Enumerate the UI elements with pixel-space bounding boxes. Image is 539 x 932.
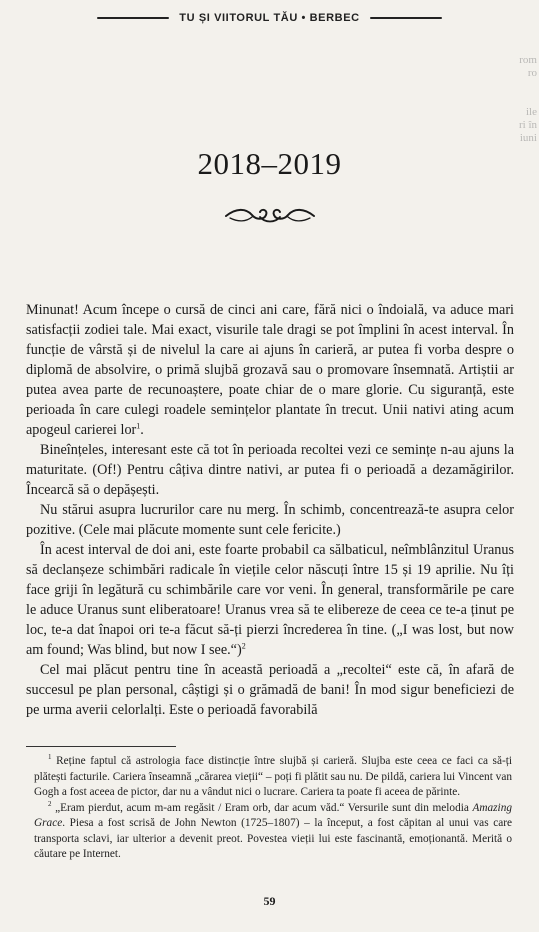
footnote-ref[interactable]: 1 bbox=[136, 421, 141, 431]
margin-fragment: iuni bbox=[519, 132, 537, 144]
footnote-ref[interactable]: 2 bbox=[241, 641, 246, 651]
margin-fragment: ro bbox=[527, 67, 537, 79]
flourish-ornament-icon bbox=[220, 204, 320, 226]
footnote-number: 2 bbox=[48, 799, 52, 808]
header-rule-right bbox=[370, 17, 442, 19]
paragraph: Cel mai plăcut pentru tine în această perioadă a „recoltei“ este că, în afară de succesul pe plan personal, câștigi și o grămadă de bani! În mod sigur beneficiezi de pe urma averii celorlalți. Este o perioadă favorabilă bbox=[26, 662, 514, 718]
chapter-title: 2018–2019 bbox=[197, 146, 342, 181]
header-rule-left bbox=[97, 17, 169, 19]
margin-fragment: ile bbox=[526, 106, 537, 118]
margin-fragment bbox=[515, 80, 537, 93]
footnote-separator bbox=[26, 746, 176, 747]
footnote-number: 1 bbox=[48, 753, 52, 762]
footnotes bbox=[34, 754, 512, 863]
paragraph: În acest interval de doi ani, este foarte probabil ca sălbaticul, neîmblânzitul Uranus să declanșeze schimbări radicale în viețile celor născuți între 15 și 19 aprilie. Nu îți face griji în legătură cu schimbările care vor veni. În general, transformările pe care le aduce Uranus sunt eliberatoare! Uranus vrea să te elibereze de ceea ce te-a ținut pe loc, te-a dat înapoi ori te-a făcut să-ți pierzi încrederea în tine. („I was lost, but now am found; Was blind, but now I see.“)$^2$ bbox=[26, 542, 514, 658]
bleed-through-margin bbox=[515, 54, 537, 145]
running-title: TU ȘI VIITORUL TĂU • BERBEC bbox=[179, 12, 360, 24]
margin-fragment bbox=[515, 93, 537, 106]
margin-fragment: rom bbox=[519, 54, 537, 66]
paragraph: Nu stărui asupra lucrurilor care nu merg. În schimb, concentrează-te asupra celor pozitive. (Cele mai plăcute momente sunt cele fericite.) bbox=[26, 502, 514, 538]
footnote: $^2$ „Eram pierdut, acum m-am regăsit / Eram orb, dar acum văd.“ Versurile sunt din melodia Amazing Grace. Piesa a fost scrisă de John Newton (1725–1807) – la început, a fost căpitan al unui vas care transporta sclavi, iar ulterior a devenit preot. Povestea vieții lui este fascinantă, emoționantă. Merită o căutare pe Internet. bbox=[34, 799, 512, 860]
paragraph: Bineînțeles, interesant este că tot în perioada recoltei vezi ce semințe n-au ajuns la maturitate. (Of!) Pentru câțiva dintre nativi, ar putea fi o perioadă a dezamăgirilor. Încearcă să o depășești. bbox=[26, 442, 514, 498]
running-header bbox=[0, 8, 539, 28]
body-text bbox=[26, 300, 514, 720]
paragraph: Minunat! Acum începe o cursă de cinci ani care, fără nici o îndoială, va aduce mari satisfacții zodiei tale. Mai exact, visurile tale dragi se pot împlini în acest interval. În funcție de vârstă și de nivelul la care ai ajuns în carieră, ar putea fi vorba despre o diplomă de absolvire, o primă slujbă grozavă sau o promovare însemnată. Artiștii ar putea avea parte de recunoaștere, poate chiar de o mare glorie. Cu siguranță, este perioada în care culegi roadele semințelor plantate în trecut. Unii nativi ating acum apogeul carierei lor$^1$. bbox=[26, 302, 514, 438]
page-number: 59 bbox=[263, 894, 276, 908]
footnote: $^1$ Reține faptul că astrologia face distincție între slujbă și carieră. Slujba este ceea ce faci ca să-ți plătești facturile. Cariera înseamnă „cărarea vieții“ – poți fi plătit sau nu. De pildă, cariera lui Vincent van Gogh a fost aceea de pictor, dar nu a vândut nici o lucrare. Cariera ta poate fi aceea de părinte. bbox=[34, 753, 513, 798]
margin-fragment: ri în bbox=[518, 119, 537, 131]
